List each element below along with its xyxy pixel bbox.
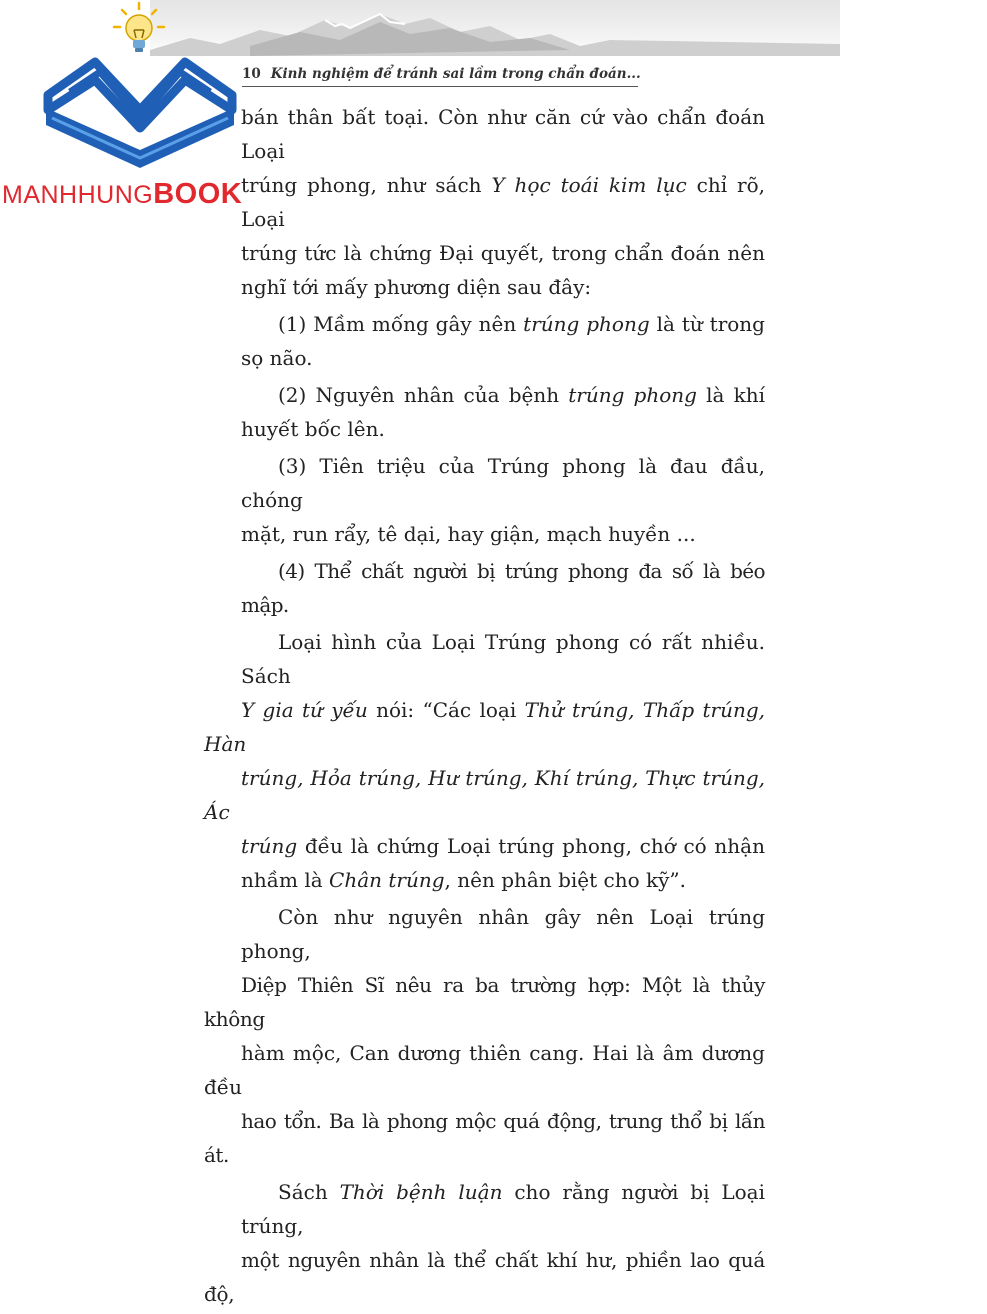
text-line: (3) Tiên triệu của Trúng phong là đau đầu, chóng — [241, 454, 765, 512]
text-line: trúng, Hỏa trúng, Hư trúng, Khí trúng, Thực trúng, Ác — [204, 766, 765, 824]
text-line: nhầm là Chân trúng, nên phân biệt cho kỹ”. — [241, 868, 686, 892]
brand-name-part2: BOOK — [153, 178, 243, 210]
text-line: trúng phong, như sách Y học toái kim lục chỉ rõ, Loại — [241, 173, 765, 231]
paragraph — [241, 449, 765, 551]
running-title: Kinh nghiệm để tránh sai lầm trong chẩn đoán... — [270, 66, 641, 82]
paragraph — [204, 1175, 765, 1311]
paragraph — [241, 100, 765, 304]
page-number: 10 — [242, 66, 261, 82]
text-line: (2) Nguyên nhân của bệnh trúng phong là khí — [278, 383, 765, 407]
brand-name — [2, 178, 242, 211]
running-header — [242, 62, 641, 87]
paragraph — [241, 307, 765, 375]
text-line: sọ não. — [241, 346, 313, 370]
page-body — [204, 100, 765, 1314]
text-line: nghĩ tới mấy phương diện sau đây: — [241, 275, 592, 299]
text-line: huyết bốc lên. — [241, 417, 385, 441]
text-line: bán thân bất toại. Còn như căn cứ vào chẩn đoán Loại — [241, 105, 765, 163]
text-line: hàm mộc, Can dương thiên cang. Hai là âm dương đều — [204, 1041, 765, 1099]
text-line: Diệp Thiên Sĩ nêu ra ba trường hợp: Một là thủy không — [204, 973, 765, 1031]
paragraph — [204, 625, 765, 897]
text-line: một nguyên nhân là thể chất khí hư, phiền lao quá độ, — [204, 1248, 765, 1306]
brand-logo — [0, 0, 290, 225]
text-line: Y gia tứ yếu nói: “Các loại Thử trúng, Thấp trúng, Hàn — [204, 698, 765, 756]
text-line: mặt, run rẩy, tê dại, hay giận, mạch huyền ... — [241, 522, 696, 546]
paragraph — [204, 900, 765, 1172]
open-book-icon — [0, 0, 290, 180]
text-line: trúng đều là chứng Loại trúng phong, chớ có nhận — [241, 834, 765, 858]
brand-name-part1: MANHHUNG — [2, 181, 154, 209]
lightbulb-icon — [114, 3, 164, 52]
paragraph — [241, 554, 765, 622]
text-line: (1) Mầm mống gây nên trúng phong là từ trong — [278, 312, 765, 336]
text-line: Loại hình của Loại Trúng phong có rất nhiều. Sách — [241, 630, 765, 688]
text-line: hao tổn. Ba là phong mộc quá động, trung thổ bị lấn át. — [204, 1109, 765, 1167]
text-line: Sách Thời bệnh luận cho rằng người bị Loại trúng, — [241, 1180, 765, 1238]
text-line: Còn như nguyên nhân gây nên Loại trúng phong, — [241, 905, 765, 963]
text-line: (4) Thể chất người bị trúng phong đa số là béo mập. — [241, 559, 765, 617]
text-line: trúng tức là chứng Đại quyết, trong chẩn đoán nên — [241, 241, 765, 265]
paragraph — [241, 378, 765, 446]
